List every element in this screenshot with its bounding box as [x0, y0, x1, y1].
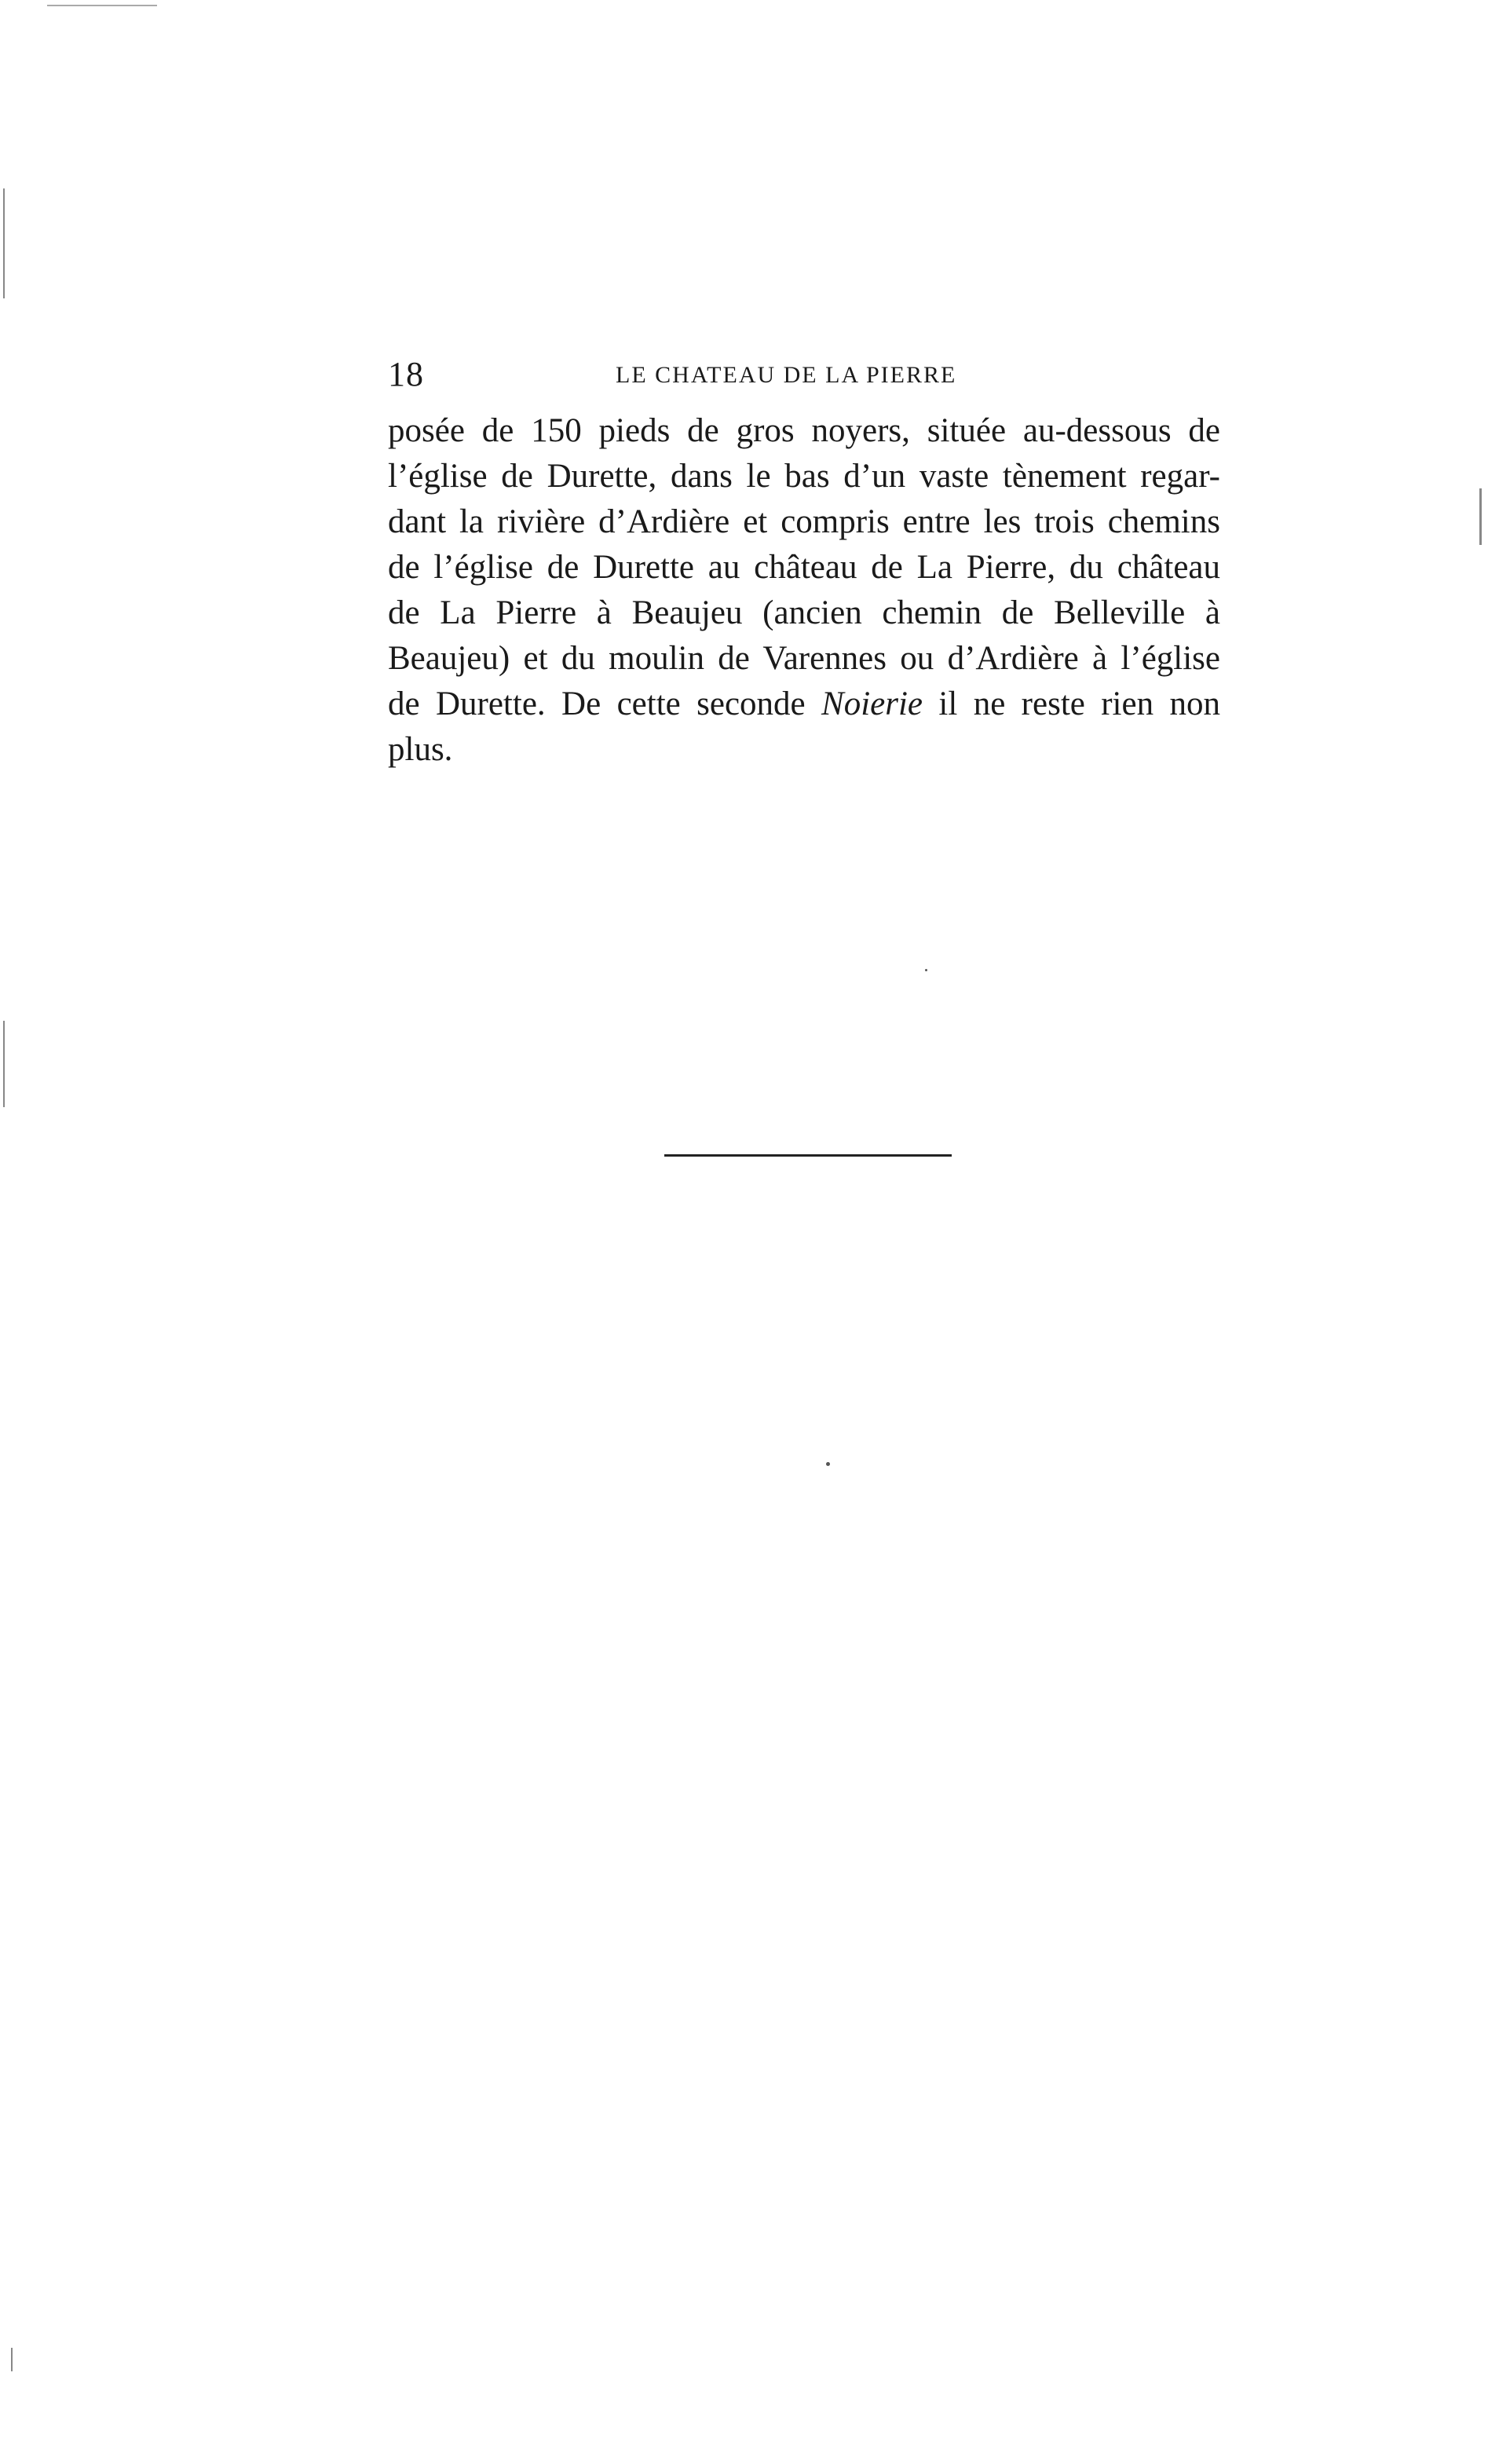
- text-line: l’église de Durette, dans le bas d’un vaste tènement regar-: [388, 458, 1220, 495]
- text-segment: il ne reste rien non: [923, 685, 1220, 722]
- scan-edge-mark: [11, 2348, 13, 2371]
- scan-edge-mark: [3, 1021, 5, 1107]
- text-line: Beaujeu) et du moulin de Varennes ou d’Ardière à l’église: [388, 640, 1220, 677]
- text-line: dant la rivière d’Ardière et compris entre les trois chemins: [388, 503, 1220, 540]
- body-paragraph: [388, 408, 1220, 773]
- text-segment: de Durette. De cette seconde: [388, 685, 822, 722]
- scan-edge-mark: [1479, 488, 1482, 545]
- running-title: LE CHATEAU DE LA PIERRE: [616, 362, 957, 388]
- running-head: [388, 355, 1220, 394]
- text-line: [388, 682, 1220, 727]
- scan-edge-mark: [3, 188, 5, 298]
- scan-edge-mark: [47, 5, 157, 6]
- text-line: plus.: [388, 731, 453, 768]
- text-line: de l’église de Durette au château de La Pierre, du château: [388, 549, 1220, 586]
- scan-speck: [925, 969, 927, 971]
- text-line: posée de 150 pieds de gros noyers, située au-dessous de: [388, 412, 1220, 449]
- italic-term: Noierie: [821, 685, 923, 722]
- section-end-rule: [664, 1154, 952, 1157]
- page-number: 18: [388, 355, 424, 393]
- text-line: de La Pierre à Beaujeu (ancien chemin de Belleville à: [388, 594, 1220, 631]
- scan-speck: [826, 1462, 830, 1466]
